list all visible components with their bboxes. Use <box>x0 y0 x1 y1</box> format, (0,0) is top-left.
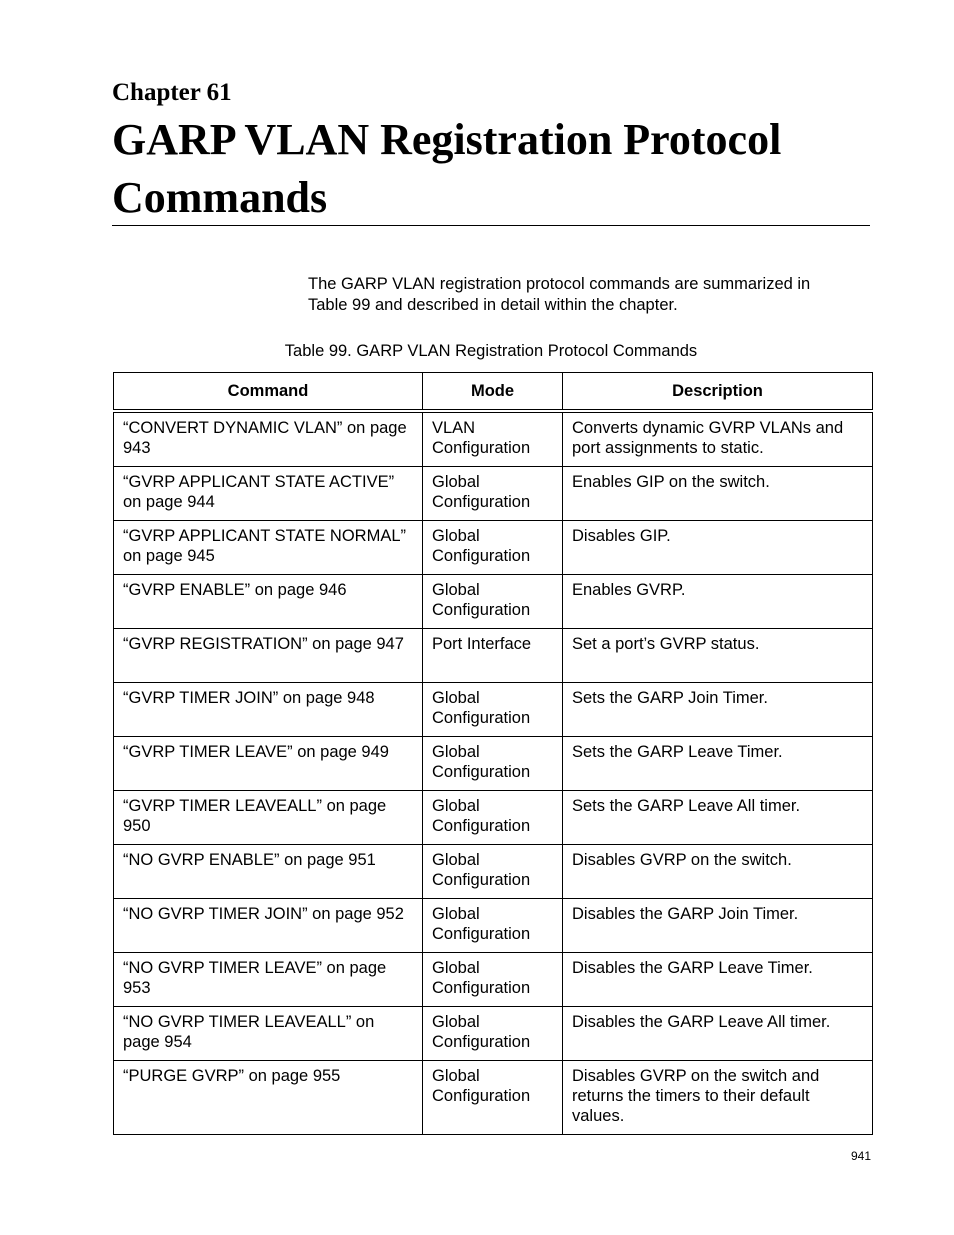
command-cell[interactable]: “GVRP APPLICANT STATE ACTIVE” on page 944 <box>114 467 423 521</box>
table-row <box>114 629 873 683</box>
description-cell: Disables GVRP on the switch. <box>563 845 873 899</box>
table-row <box>114 411 873 467</box>
table-row <box>114 953 873 1007</box>
table-row <box>114 791 873 845</box>
mode-cell: Global Configuration <box>423 575 563 629</box>
header-command: Command <box>114 373 423 412</box>
command-cell[interactable]: “NO GVRP ENABLE” on page 951 <box>114 845 423 899</box>
command-cell[interactable]: “GVRP REGISTRATION” on page 947 <box>114 629 423 683</box>
mode-cell: Global Configuration <box>423 521 563 575</box>
command-cell[interactable]: “GVRP TIMER LEAVEALL” on page 950 <box>114 791 423 845</box>
command-cell[interactable]: “CONVERT DYNAMIC VLAN” on page 943 <box>114 411 423 467</box>
description-cell: Enables GVRP. <box>563 575 873 629</box>
mode-cell: Global Configuration <box>423 1061 563 1135</box>
table-row <box>114 467 873 521</box>
table-row <box>114 845 873 899</box>
command-cell[interactable]: “NO GVRP TIMER JOIN” on page 952 <box>114 899 423 953</box>
description-cell: Converts dynamic GVRP VLANs and port assignments to static. <box>563 411 873 467</box>
mode-cell: Global Configuration <box>423 467 563 521</box>
command-cell[interactable]: “GVRP TIMER JOIN” on page 948 <box>114 683 423 737</box>
description-cell: Set a port’s GVRP status. <box>563 629 873 683</box>
intro-paragraph: The GARP VLAN registration protocol commands are summarized in Table 99 and described in detail within the chapter. <box>308 275 811 314</box>
command-cell[interactable]: “GVRP APPLICANT STATE NORMAL” on page 945 <box>114 521 423 575</box>
description-cell: Disables the GARP Join Timer. <box>563 899 873 953</box>
command-cell[interactable]: “PURGE GVRP” on page 955 <box>114 1061 423 1135</box>
description-cell: Enables GIP on the switch. <box>563 467 873 521</box>
command-cell[interactable]: “NO GVRP TIMER LEAVEALL” on page 954 <box>114 1007 423 1061</box>
command-cell[interactable]: “NO GVRP TIMER LEAVE” on page 953 <box>114 953 423 1007</box>
command-cell[interactable]: “GVRP ENABLE” on page 946 <box>114 575 423 629</box>
mode-cell: Global Configuration <box>423 737 563 791</box>
command-cell[interactable]: “GVRP TIMER LEAVE” on page 949 <box>114 737 423 791</box>
mode-cell: Global Configuration <box>423 791 563 845</box>
mode-cell: Global Configuration <box>423 1007 563 1061</box>
mode-cell: Global Configuration <box>423 899 563 953</box>
mode-cell: Global Configuration <box>423 845 563 899</box>
mode-cell: Global Configuration <box>423 683 563 737</box>
table-row <box>114 1061 873 1135</box>
table-row <box>114 683 873 737</box>
title-divider <box>112 225 870 226</box>
description-cell: Disables GVRP on the switch and returns the timers to their default values. <box>563 1061 873 1135</box>
description-cell: Disables GIP. <box>563 521 873 575</box>
header-description: Description <box>563 373 873 412</box>
table-header-row <box>114 373 873 412</box>
mode-cell: VLAN Configuration <box>423 411 563 467</box>
description-cell: Sets the GARP Join Timer. <box>563 683 873 737</box>
table-row <box>114 899 873 953</box>
table-row <box>114 737 873 791</box>
table-row <box>114 1007 873 1061</box>
description-cell: Sets the GARP Leave All timer. <box>563 791 873 845</box>
table-caption: Table 99. GARP VLAN Registration Protocol Commands <box>284 342 698 360</box>
mode-cell: Global Configuration <box>423 953 563 1007</box>
description-cell: Sets the GARP Leave Timer. <box>563 737 873 791</box>
description-cell: Disables the GARP Leave All timer. <box>563 1007 873 1061</box>
table-row <box>114 575 873 629</box>
chapter-label: Chapter 61 <box>112 79 232 106</box>
description-cell: Disables the GARP Leave Timer. <box>563 953 873 1007</box>
table-row <box>114 521 873 575</box>
page-number: 941 <box>851 1149 872 1163</box>
mode-cell: Port Interface <box>423 629 563 683</box>
commands-table <box>113 372 873 1135</box>
header-mode: Mode <box>423 373 563 412</box>
chapter-title: GARP VLAN Registration Protocol Commands <box>112 115 782 222</box>
